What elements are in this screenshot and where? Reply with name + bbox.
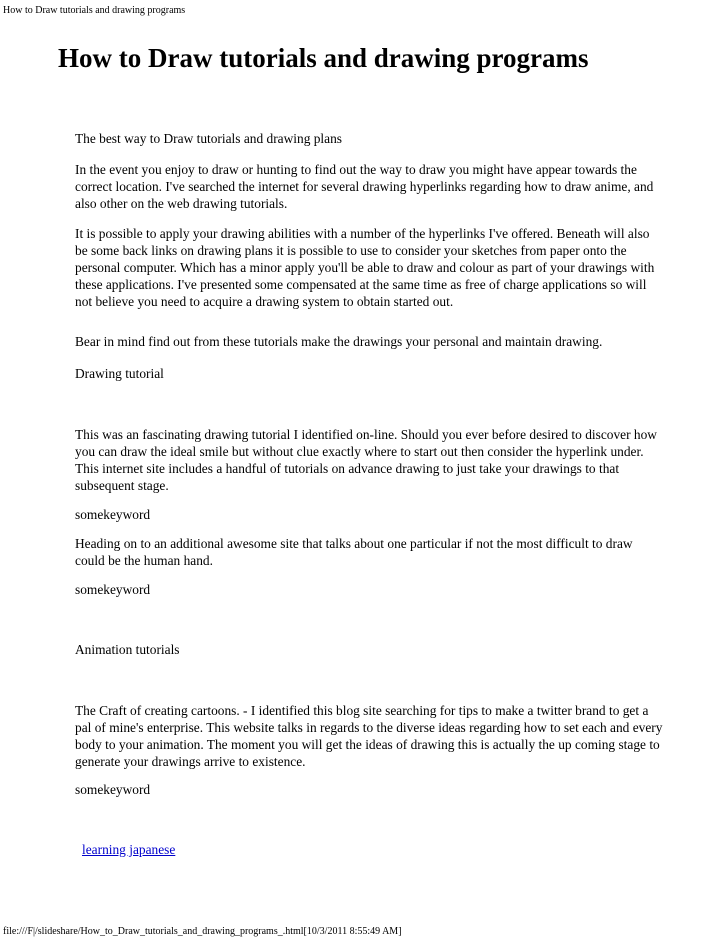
paragraph-apply-abilities: It is possible to apply your drawing abilities with a number of the hyperlinks I've offered. Beneath will also be some back links on drawing plans it is possible to use to consider your sketches from paper onto the personal computer. Which has a minor apply you'll be able to draw and colour as part of your drawings with these applications. I've presented some compensated at the same time as free of charge applications so will not believe you need to acquire a drawing system to obtain started out. [75, 226, 655, 309]
paragraph-intro: In the event you enjoy to draw or hunting to find out the way to draw you might have appear towards the correct location. I've searched the internet for several drawing hyperlinks regarding how to draw anime, and also other on the web drawing tutorials. [75, 162, 654, 211]
print-header-title: How to Draw tutorials and drawing programs [3, 5, 186, 16]
paragraph-smile-tutorial: This was an fascinating drawing tutorial I identified on-line. Should you ever before desired to discover how you can draw the ideal smile but without clue exactly where to start out then consider the hyperlink under. This internet site includes a handful of tutorials on advance drawing to just take your drawings to that subsequent stage. [75, 427, 657, 493]
paragraph-intro-heading: The best way to Draw tutorials and drawing plans [75, 131, 343, 146]
section-heading-animation: Animation tutorials [75, 642, 180, 657]
print-footer-path: file:///F|/slideshare/How_to_Draw_tutorials_and_drawing_programs_.html[10/3/2011 8:55:49 AM] [3, 926, 402, 937]
learning-japanese-link[interactable]: learning japanese [82, 842, 176, 857]
keyword-text: somekeyword [75, 582, 151, 597]
keyword-text: somekeyword [75, 782, 151, 797]
keyword-text: somekeyword [75, 507, 151, 522]
page-title: How to Draw tutorials and drawing programs [58, 43, 589, 73]
paragraph-human-hand: Heading on to an additional awesome site that talks about one particular if not the most difficult to draw could be the human hand. [75, 536, 633, 568]
section-heading-drawing-tutorial: Drawing tutorial [75, 366, 164, 381]
link-container [82, 841, 175, 858]
paragraph-cartoons: The Craft of creating cartoons. - I identified this blog site searching for tips to make a twitter brand to get a pal of mine's enterprise. This website talks in regards to the diverse ideas regarding how to set each and every body to your animation. The moment you will get the ideas of drawing this is actually the up coming stage to generate your drawings arrive to existence. [75, 703, 663, 769]
paragraph-bear-in-mind: Bear in mind find out from these tutorials make the drawings your personal and maintain drawing. [75, 334, 603, 349]
